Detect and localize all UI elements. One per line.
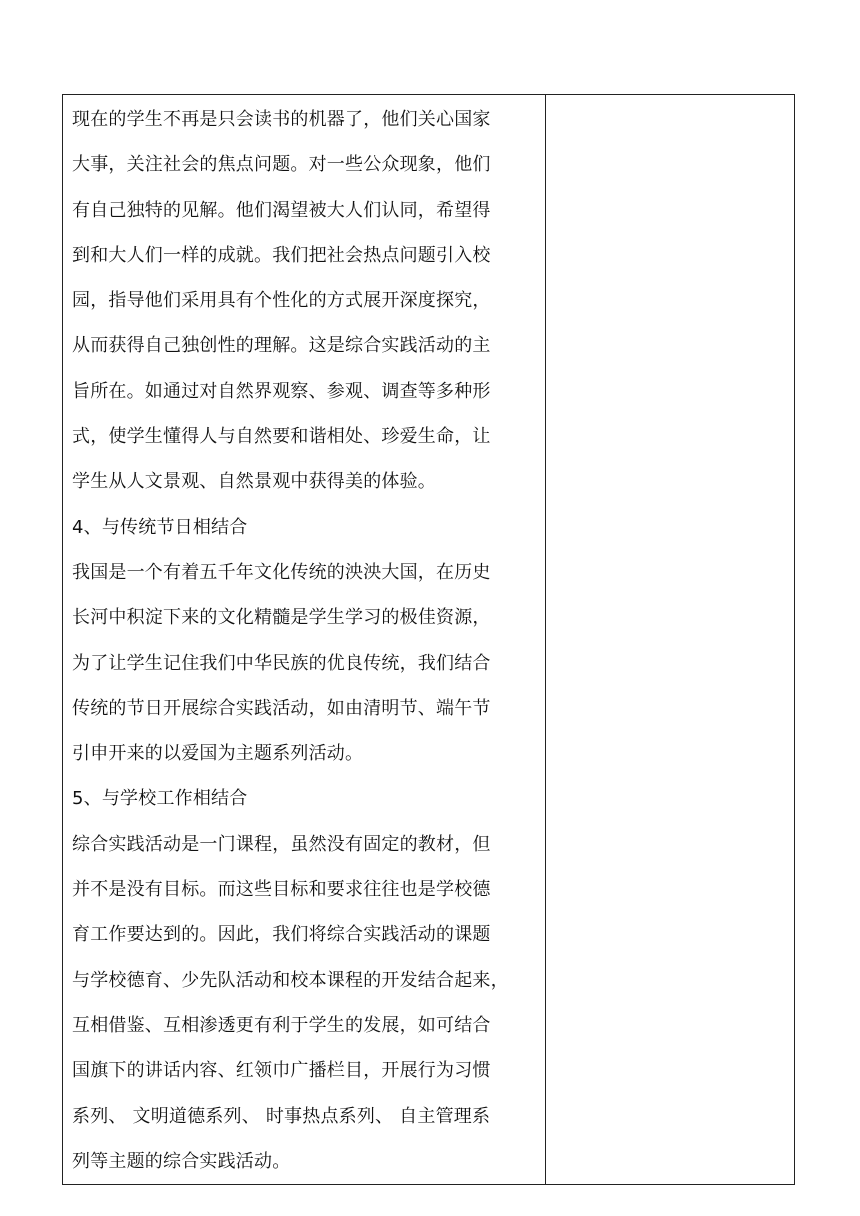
text-line: 与学校德育、少先队活动和校本课程的开发结合起来，	[72, 969, 509, 991]
text-line: 综合实践活动是一门课程，虽然没有固定的教材，但	[72, 833, 491, 855]
empty-cell	[546, 95, 795, 1185]
text-line: 互相借鉴、互相渗透更有利于学生的发展，如可结合	[72, 1014, 491, 1036]
paragraph-block	[63, 95, 545, 1184]
text-line: 园，指导他们采用具有个性化的方式展开深度探究，	[72, 290, 491, 312]
table-row	[63, 95, 795, 1185]
section-heading-4: 4、与传统节日相结合	[72, 516, 248, 538]
text-line: 我国是一个有着五千年文化传统的泱泱大国，在历史	[72, 561, 491, 583]
text-line: 大事，关注社会的焦点问题。对一些公众现象，他们	[72, 154, 491, 176]
text-line: 学生从人文景观、自然景观中获得美的体验。	[72, 471, 436, 493]
text-line: 有自己独特的见解。他们渴望被大人们认同，希望得	[72, 199, 491, 221]
text-line: 国旗下的讲话内容、红领巾广播栏目，开展行为习惯	[72, 1060, 491, 1082]
text-line: 为了让学生记住我们中华民族的优良传统，我们结合	[72, 652, 491, 674]
text-line: 长河中积淀下来的文化精髓是学生学习的极佳资源，	[72, 607, 491, 629]
text-line: 从而获得自己独创性的理解。这是综合实践活动的主	[72, 335, 491, 357]
text-line: 到和大人们一样的成就。我们把社会热点问题引入校	[72, 244, 491, 266]
text-line: 现在的学生不再是只会读书的机器了，他们关心国家	[72, 109, 491, 130]
text-line: 系列、 文明道德系列、 时事热点系列、 自主管理系	[72, 1105, 491, 1127]
text-line: 传统的节日开展综合实践活动，如由清明节、端午节	[72, 697, 491, 719]
section-heading-5: 5、与学校工作相结合	[72, 788, 248, 810]
text-line: 列等主题的综合实践活动。	[72, 1150, 291, 1172]
text-line: 旨所在。如通过对自然界观察、参观、调查等多种形	[72, 380, 491, 402]
document-table	[62, 94, 795, 1185]
content-cell	[63, 95, 546, 1185]
text-line: 并不是没有目标。而这些目标和要求往往也是学校德	[72, 879, 491, 901]
text-line: 育工作要达到的。因此，我们将综合实践活动的课题	[72, 924, 491, 946]
text-line: 式，使学生懂得人与自然要和谐相处、珍爱生命，让	[72, 426, 491, 448]
text-line: 引申开来的以爱国为主题系列活动。	[72, 743, 364, 765]
